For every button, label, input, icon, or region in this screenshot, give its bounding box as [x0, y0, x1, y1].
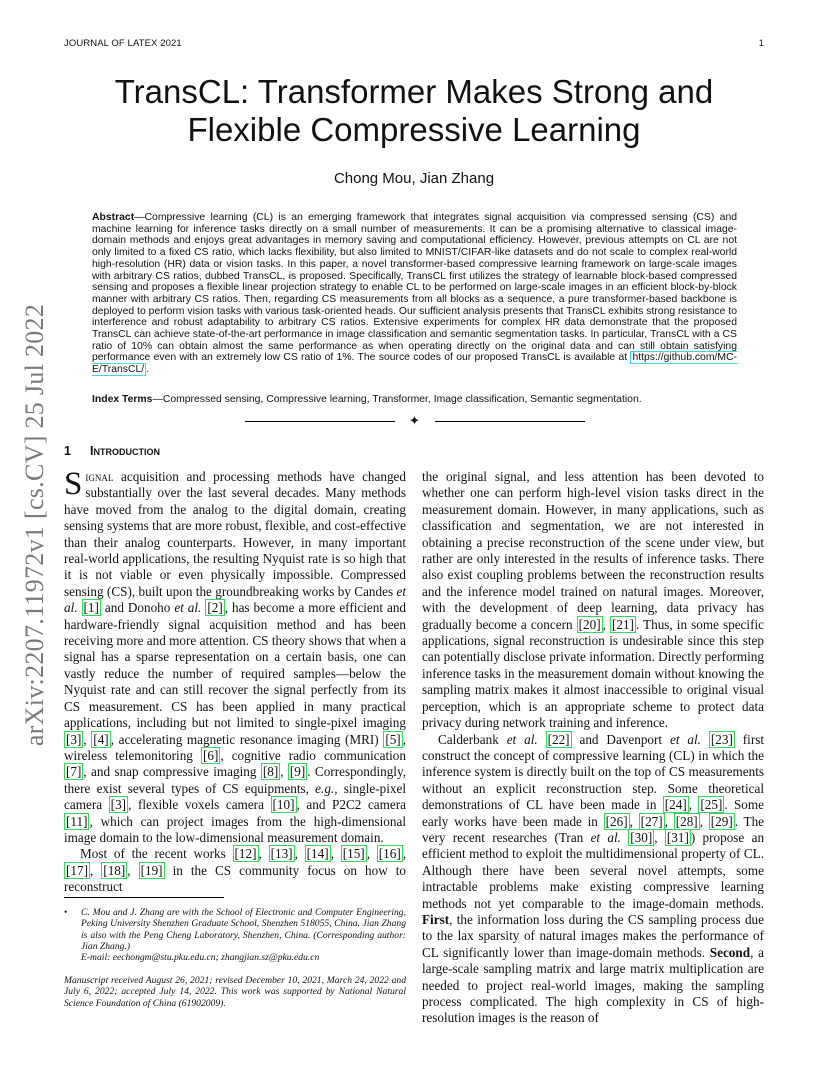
section-number: 1 [64, 444, 71, 458]
text: , the information loss during the CS sampling process due to the lax sparsity of natural images makes the performance of CL significantly lower than image-domain methods. [422, 911, 764, 960]
footnote [64, 907, 406, 963]
arxiv-stamp-text: arXiv:2207.11972v1 [cs.CV] 25 Jul 2022 [20, 303, 49, 747]
arxiv-stamp [15, 295, 55, 755]
intro-paragraph-2: Most of the recent works [12] , [13] , [14] , [15] , [16] , [17] , [18] , [19] in the CS community focus on how to reconstruct [64, 846, 407, 895]
text: , accelerating magnetic resonance imaging (MRI) [110, 731, 384, 747]
intro-paragraph-1: Signal acquisition and processing methods have changed substantially over the last several decades. Many methods have moved from the analog to the digital domain, creating sensing systems that are more robust, flexible, and cost-effective than their analog counterparts. However, in many important real-world applications, the resulting Nyquist rate is so high that it is not viable or even physically impossible. Compressed sensing (CS), built upon the groundbreaking works by Candes et al. [1] and Donoho et al. [2] , has become a more efficient and hardware-friendly signal acquisition method and has been receiving more and more attention. CS theory shows that when a signal has a sparse representation on a certain basis, one can vastly reduce the number of required samples—below the Nyquist rate and can still recover the signal perfectly from its CS measurement. CS has been applied in many practical applications, including but not limited to single-pixel imaging [3] , [4] , accelerating magnetic resonance imaging (MRI) [5] , wireless telemonitoring [6] , cognitive radio communication [7] , and snap compressive imaging [8] , [9] . Correspondingly, there exist several types of CS equipments, e.g., single-pixel camera [3] , flexible voxels camera [10] , and P2C2 camera [11] , which can project images from the high-dimensional image domain to the low-dimensional measurement domain. [64, 466, 407, 845]
text: , cognitive radio communication [220, 747, 406, 763]
text: , which can project images from the high-dimensional image domain to the low-dimensional measurement domain. [64, 813, 406, 845]
section-separator [245, 412, 585, 432]
intro-paragraph-3: the original signal, and less attention has been devoted to whether one can perform high-level vision tasks direct in the measurement domain. However, in many applications, such as classification and segmentation, we are not interested in obtaining a precise reconstruction of the scene under view, but rather are only interested in the results of inference tasks. There also exist coupling problems between the reconstruction results and the inference model trained on natural images. Moreover, with the development of deep learning, data privacy has gradually become a concern [20] , [21] . Thus, in some specific applications, signal reconstruction is undesirable since this step can potentially disclose private information. Directly performing inference tasks in the measurement domain without knowing the sampling matrix makes it almost inaccessible to original visual perception, which is an appropriate scheme to protect data privacy during network training and inference. [422, 469, 764, 731]
citation-link[interactable]: [11] [66, 813, 88, 829]
citation-link[interactable]: [13] [270, 846, 293, 862]
text: , has become a more efficient and hardware-friendly signal acquisition method and has been receiving more and more attention. CS theory shows that when a signal has a sparse representation on a certain basis, one can vastly reduce the number of required samples—below the Nyquist rate and can still recover the signal perfectly from its CS measurement. CS has been applied in many practical applications, including but not limited to single-pixel imaging [64, 600, 407, 731]
text-italic: et al. [506, 731, 538, 747]
text: , and snap compressive imaging [83, 764, 261, 780]
citation-link[interactable]: [7] [66, 764, 82, 780]
text: , wireless telemonitoring [64, 731, 406, 763]
citation-link[interactable]: [5] [385, 731, 401, 747]
text: , single-pixel camera [64, 780, 406, 813]
citation-link[interactable]: [18] [103, 862, 126, 878]
text: acquisition and processing methods have changed substantially over the last several decades. Many methods have moved from the analog to the digital domain, creating sensing systems that are more robust, flexible, and cost-effective than their analog counterparts. However, in many important real-world applications, the resulting Nyquist rate is so high that it is not viable or even physically impossible. Compressed sensing (CS), built upon the groundbreaking works by Candes [64, 469, 406, 599]
right-column [422, 469, 764, 1027]
text: , flexible voxels camera [128, 797, 271, 813]
citation-link[interactable]: [3] [66, 731, 82, 747]
text: . The very recent researches (Tran [422, 813, 765, 845]
text: . Some early works have been made in [422, 797, 765, 829]
text-italic: e.g. [315, 780, 335, 796]
text-bold: First [422, 911, 450, 927]
citation-link[interactable]: [9] [289, 764, 306, 780]
footnote-rule [64, 897, 224, 898]
citation-link[interactable]: [25] [700, 797, 723, 813]
citation-link[interactable]: [3] [110, 797, 127, 813]
abstract-end: . [146, 364, 150, 376]
page-number: 1 [758, 38, 764, 49]
citation-link[interactable]: [22] [547, 731, 570, 747]
citation-link[interactable]: [30] [630, 829, 653, 845]
index-terms-label: Index Terms [92, 394, 153, 405]
citation-link[interactable]: [1] [83, 600, 99, 616]
text-bold: Second [709, 944, 751, 960]
citation-link[interactable]: [24] [664, 797, 687, 813]
text: . Correspondingly, there exist several types of CS equipments, [64, 764, 406, 796]
manuscript-note: Manuscript received August 26, 2021; revised December 10, 2021, March 24, 2022 and July 6, 2022; accepted July 14, 2022. This work was supported by National Natural Science Foundation of China (61902009). [64, 975, 406, 1009]
text: Most of the recent works [80, 846, 233, 862]
text-italic: et al. [64, 583, 406, 616]
citation-link[interactable]: [4] [93, 731, 109, 747]
citation-link[interactable]: [16] [378, 846, 401, 862]
citation-link[interactable]: [15] [342, 846, 365, 862]
text: Calderbank [438, 731, 507, 747]
separator-line-left [245, 421, 395, 422]
citation-link[interactable]: [28] [675, 813, 698, 829]
citation-link[interactable]: [17] [66, 862, 88, 878]
citation-link[interactable]: [31] [666, 829, 689, 845]
citation-link[interactable]: [27] [640, 813, 663, 829]
abstract [92, 212, 737, 376]
section-heading [64, 444, 160, 458]
citation-link[interactable]: [21] [611, 616, 634, 632]
citation-link[interactable]: [14] [306, 846, 329, 862]
paper-title: TransCL: Transformer Makes Strong and Flexible Compressive Learning [114, 73, 714, 148]
text-italic: et al. [670, 731, 701, 747]
citation-link[interactable]: [10] [272, 797, 295, 813]
text: first construct the concept of compressive learning (CL) in which the inference system is directly built on the top of CS measurements without an explicit reconstruction step. Some theoretical demonstrations of CL have been made in [422, 731, 765, 813]
text-italic: et al. [590, 829, 621, 845]
footnote-body [64, 907, 406, 963]
citation-link[interactable]: [26] [605, 813, 628, 829]
text: ) propose an efficient method to exploit the multidimensional property of CL. Although there have been several novel attempts, some intractable problems make existing compressive learning methods not yet comparable to the image-domain methods. [422, 829, 765, 911]
text: , a large-scale sampling matrix and large matrix multiplication are needed to project real-world images, making the sampling process complicated. The high complexity in CS of high-resolution images is the reason of [422, 944, 764, 1026]
abstract-text: —Compressive learning (CL) is an emerging framework that integrates signal acquisition via compressed sensing (CS) and machine learning for inference tasks directly on a small number of measurements. It can be a promising alternative to classical image-domain methods and enjoys great advantages in memory saving and computational efficiency. However, previous attempts on CL are not only limited to a fixed CS ratio, which lacks flexibility, but also limited to MNIST/CIFAR-like datasets and do not scale to complex real-world high-resolution (HR) data or vision tasks. In this paper, a novel transformer-based compressive learning framework on large-scale images with arbitrary CS ratios, dubbed TransCL, is proposed. Specifically, TransCL first utilizes the strategy of learnable block-based compressed sensing and proposes a flexible linear projection strategy to enable CL to be performed on large-scale images in an efficient block-by-block manner with arbitrary CS ratios. Then, regarding CS measurements from all blocks as a sequence, a pure transformer-based backbone is deployed to perform vision tasks with various task-oriented heads. Our sufficient analysis presents that TransCL exhibits strong resistance to interference and robust adaptability to arbitrary CS ratios. Extensive experiments for complex HR data demonstrate that the proposed TransCL can achieve state-of-the-art performance in image classification and semantic segmentation tasks. In particular, TransCL with a CS ratio of 10% can obtain almost the same performance as when operating directly on the original data and can still obtain satisfying performance even with an extremely low CS ratio of 1%. The source codes of our proposed TransCL is available at [92, 212, 737, 364]
abstract-label: Abstract [92, 212, 135, 223]
footnote-bullet: • [64, 907, 68, 918]
citation-link[interactable]: [12] [234, 846, 257, 862]
citation-link[interactable]: [19] [140, 862, 163, 878]
text: in the CS community focus on how to reconstruct [64, 862, 406, 895]
citation-link[interactable]: [2] [207, 600, 223, 616]
email-text: E-mail: eechongm@stu.pku.edu.cn; zhangjian.sz@pku.edu.cn [81, 952, 320, 964]
text: the original signal, and less attention has been devoted to whether one can perform high-level vision tasks direct in the measurement domain. However, in many applications, such as classification and segmentation, we are not interested in obtaining a precise reconstruction of the scene under view, but rather are only interested in the results of inference tasks. There also exist coupling problems between the reconstruction results and the inference model trained on natural images. Moreover, with the development of deep learning, data privacy has gradually become a concern [422, 469, 764, 632]
authors: Chong Mou, Jian Zhang [333, 170, 495, 187]
left-column [64, 466, 407, 896]
diamond-icon: ✦ [409, 413, 420, 428]
intro-paragraph-4: Calderbank et al. [22] and Davenport et al. [23] first construct the concept of compressive learning (CL) in which the inference system is directly built on the top of CS measurements without an explicit reconstruction step. Some theoretical demonstrations of CL have been made in [24] , [25] . Some early works have been made in [26] , [27] , [28] , [29] . The very recent researches (Tran et al. [30] , [31] ) propose an efficient method to exploit the multidimensional property of CL. Although there have been several novel attempts, some intractable problems make existing compressive learning methods not yet comparable to the image-domain methods. First, the information loss during the CS sampling process due to the lax sparsity of natural images makes the performance of CL significantly lower than image-domain methods. Second, a large-scale sampling matrix and large matrix multiplication are needed to project real-world images, making the sampling process complicated. The high complexity in CS of high-resolution images is the reason of [422, 731, 765, 1026]
citation-link[interactable]: [20] [578, 616, 601, 632]
text-italic: et al. [174, 600, 202, 616]
running-header: JOURNAL OF LATEX 2021 [64, 38, 182, 49]
citation-link[interactable]: [6] [202, 747, 219, 763]
text: and Donoho [100, 600, 175, 616]
text: and Davenport [571, 731, 670, 747]
citation-link[interactable]: [29] [710, 813, 733, 829]
citation-link[interactable]: [23] [710, 731, 733, 747]
index-terms-text: —Compressed sensing, Compressive learning, Transformer, Image classification, Semantic segmentation. [152, 394, 642, 405]
text: , and P2C2 camera [296, 797, 407, 813]
drop-cap: S [64, 466, 83, 502]
affiliation-text: C. Mou and J. Zhang are with the School of Electronic and Computer Engineering, Peking University Shenzhen Graduate School, Shenzhen 518055, China. Jian Zhang is also with the Peng Cheng Laboratory, Shenzhen, China. (Corresponding author: Jian Zhang.) [81, 907, 406, 952]
text: . Thus, in some specific applications, signal reconstruction is undesirable since this step can potentially disclose private information. Directly performing inference tasks in the measurement domain without knowing the sampling matrix makes it almost inaccessible to original visual perception, which is an appropriate scheme to protect data privacy during network training and inference. [422, 616, 764, 731]
section-title: Introduction [90, 444, 160, 458]
code-link[interactable]: https://github.com/MC-E/TransCL/ [92, 352, 737, 376]
lead-smallcaps: ignal [85, 469, 114, 484]
index-terms [92, 394, 737, 406]
separator-line-right [435, 421, 585, 422]
citation-link[interactable]: [8] [262, 764, 279, 780]
